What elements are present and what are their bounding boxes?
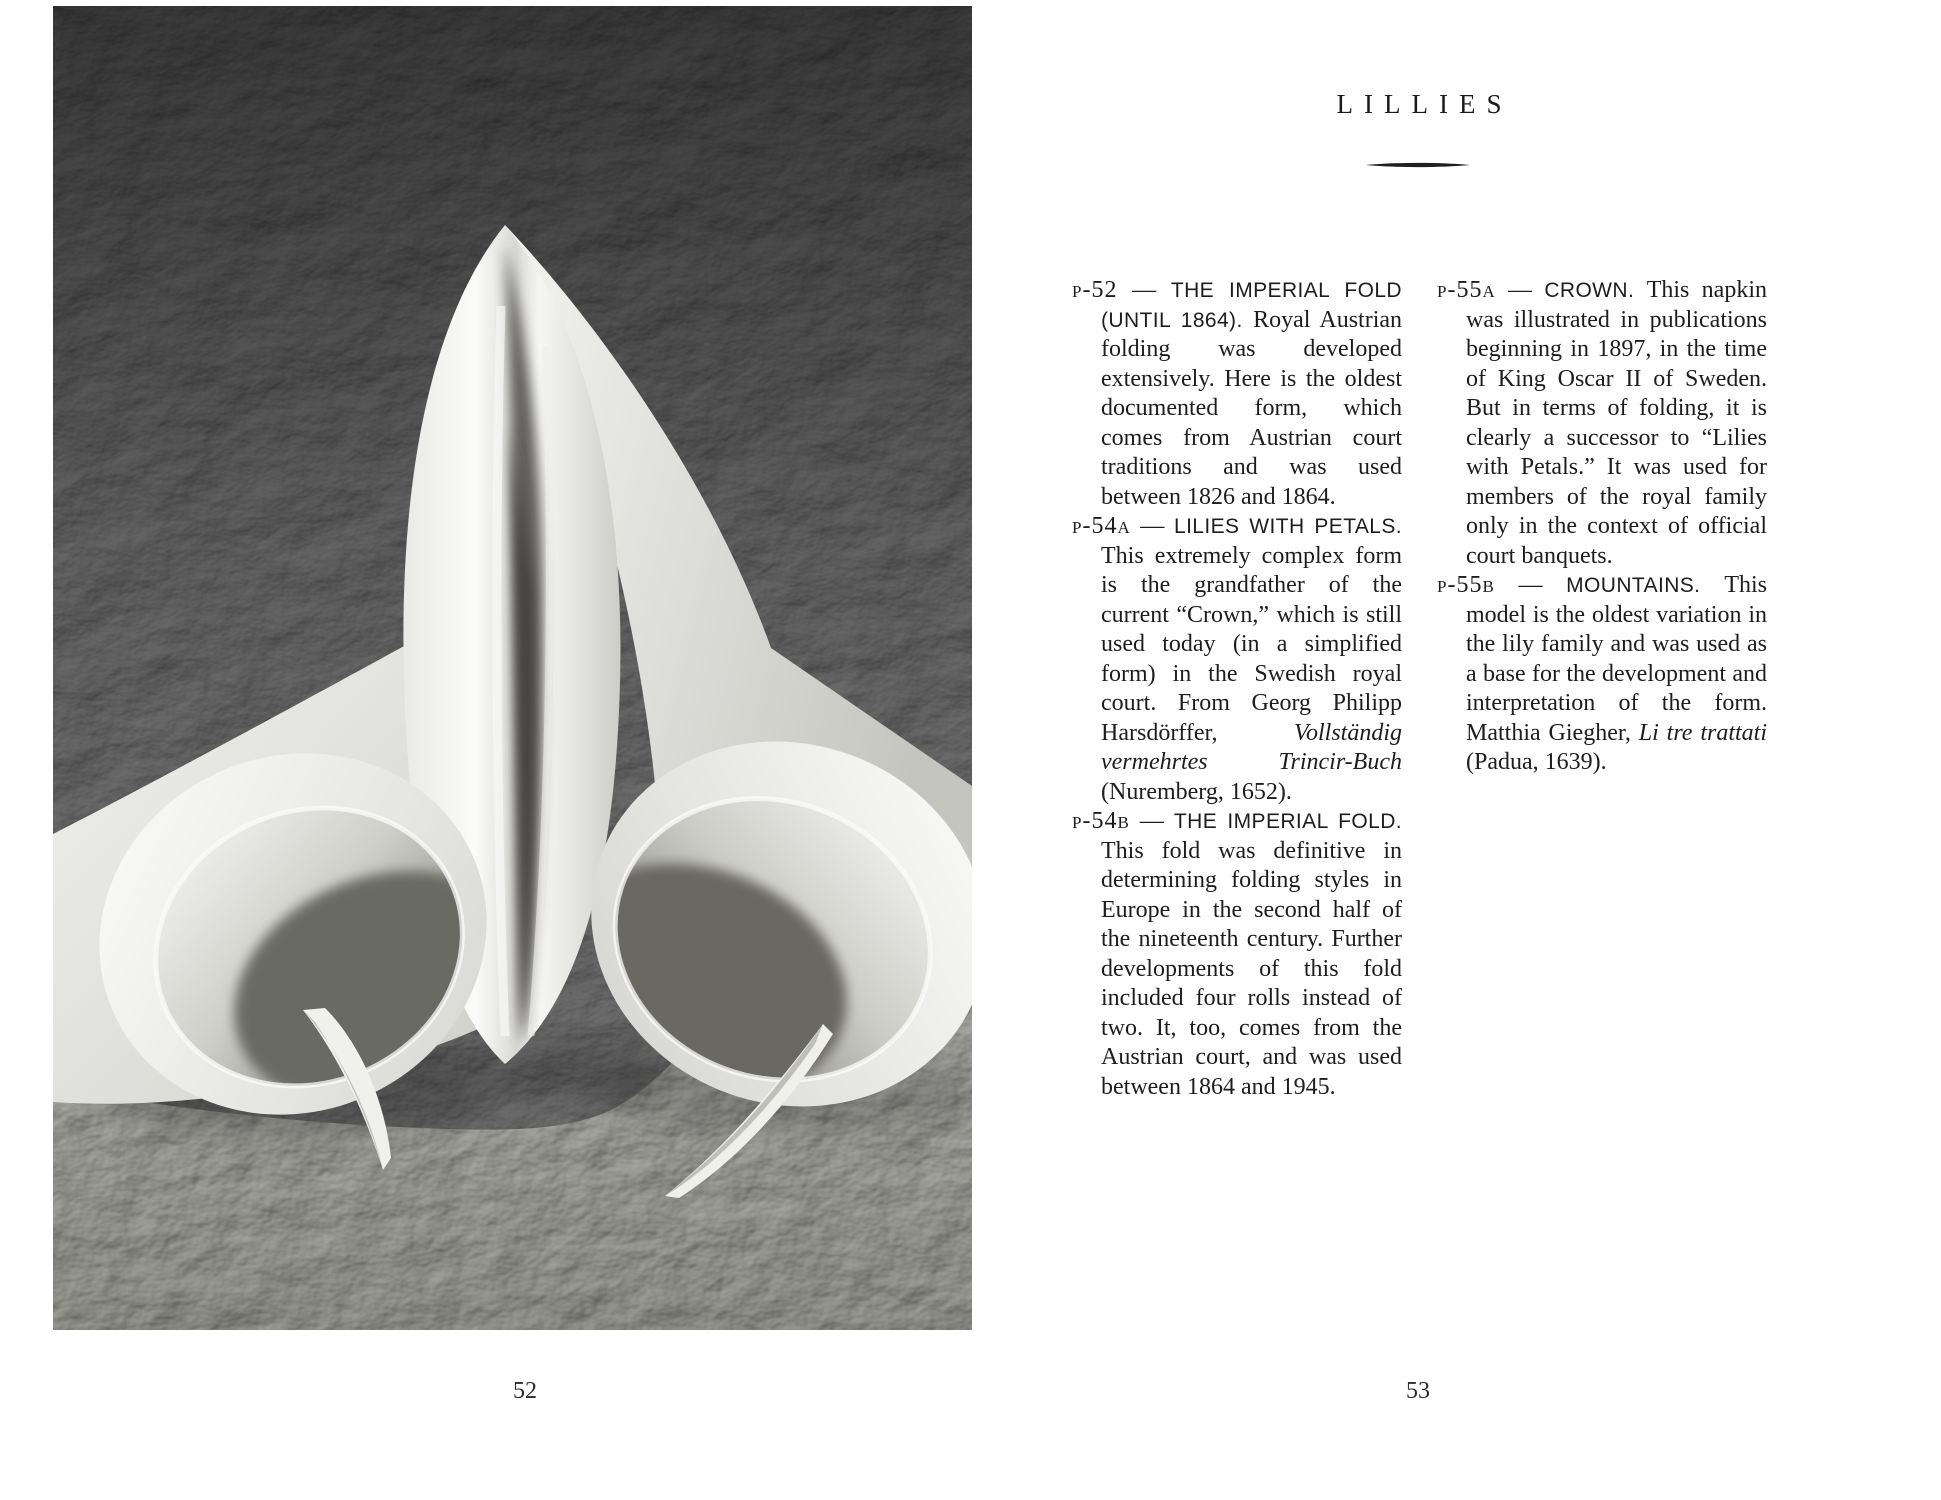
entry-label: p-55a bbox=[1437, 277, 1496, 303]
entry-p-55b bbox=[1437, 571, 1767, 778]
photo-illustration bbox=[53, 6, 972, 1330]
entry-p-55a bbox=[1437, 276, 1767, 571]
entry-body-book-title: Vollständig vermehrtes Trincir-Buch bbox=[1101, 719, 1402, 775]
entry-body-book-title: Li tre trattati bbox=[1638, 719, 1768, 746]
entry-body: (Padua, 1639). bbox=[1466, 749, 1607, 775]
entry-p-54a bbox=[1072, 512, 1402, 807]
entry-label: p-54a bbox=[1072, 513, 1131, 539]
entry-heading: THE IMPERIAL FOLD. bbox=[1173, 810, 1402, 833]
entry-body: This model is the oldest variation in the lily family and was used as a base for the development and interpretation of the form. Matthia Giegher, bbox=[1466, 572, 1767, 746]
page-title: LILLIES bbox=[1336, 89, 1513, 119]
entry-p-54b bbox=[1072, 807, 1402, 1102]
entry-heading: THE IMPERIAL FOLD (UNTIL 1864). bbox=[1101, 279, 1402, 332]
entry-separator: — bbox=[1130, 513, 1174, 539]
page-number-right: 53 bbox=[1406, 1378, 1430, 1404]
text-column-left bbox=[1072, 276, 1402, 1102]
entry-body: This fold was definitive in determining folding styles in Europe in the second half of the nineteenth century. Further developments of this fold included four rolls instead of two. It, too, comes from the Austrian court, and was used between 1864 and 1945. bbox=[1101, 837, 1402, 1100]
entry-heading: LILIES WITH PETALS. bbox=[1173, 515, 1402, 538]
page-number-left: 52 bbox=[513, 1378, 537, 1404]
entry-separator: — bbox=[1117, 277, 1171, 303]
entry-separator: — bbox=[1495, 277, 1545, 303]
entry-p-52 bbox=[1072, 276, 1402, 512]
entry-separator: — bbox=[1494, 572, 1567, 598]
entry-separator: — bbox=[1129, 808, 1174, 834]
entry-heading: MOUNTAINS. bbox=[1566, 574, 1725, 597]
entry-body: (Nuremberg, 1652). bbox=[1101, 778, 1292, 805]
entry-heading: CROWN. bbox=[1544, 279, 1647, 302]
text-column-right bbox=[1437, 276, 1767, 778]
entry-body: This napkin was illustrated in publications beginning in 1897, in the time of King Oscar II of Sweden. But in terms of folding, it is clearly a successor to “Lilies with Petals.” It was used for members of the royal family only in the context of official court banquets. bbox=[1466, 277, 1767, 569]
entry-body: Royal Austrian folding was developed extensively. Here is the oldest documented form, which comes from Austrian court traditions and was used between 1826 and 1864. bbox=[1101, 306, 1403, 510]
title-divider-rule bbox=[1366, 161, 1470, 169]
entry-label: p-54b bbox=[1072, 808, 1130, 834]
entry-body: This extremely complex form is the grandfather of the current “Crown,” which is still used today (in a simplified form) in the Swedish royal court. From Georg Philipp Harsdörffer, bbox=[1101, 542, 1402, 746]
entry-label: p-55b bbox=[1437, 572, 1495, 598]
napkin-photo bbox=[53, 6, 972, 1330]
entry-label: p-52 bbox=[1072, 277, 1118, 303]
